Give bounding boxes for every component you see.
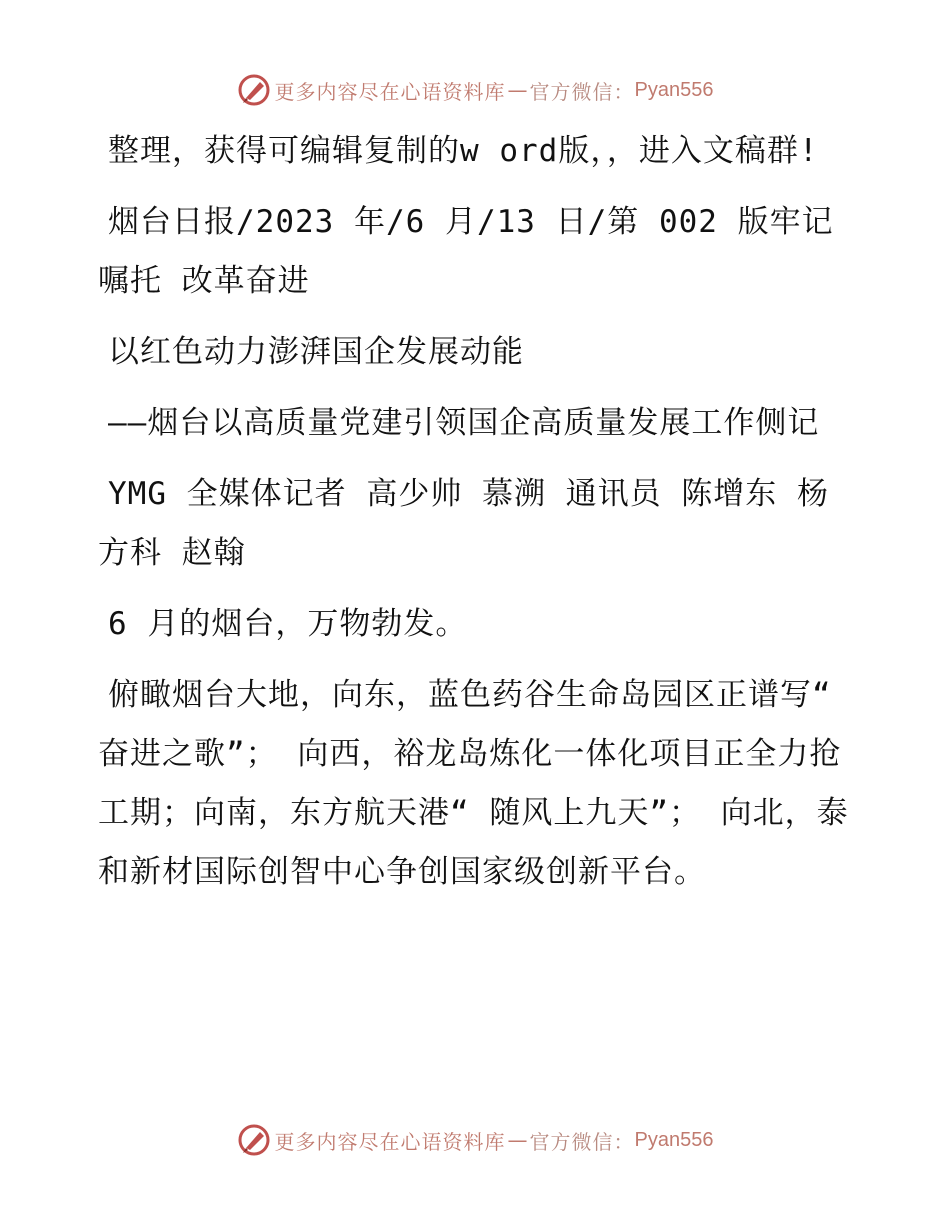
wechat-label: 官方微信： [529,1129,635,1154]
banner-separator: — [507,78,528,102]
banner-separator: — [507,1128,528,1152]
header-watermark [0,72,950,108]
paragraph-source: 烟台日报/2023 年/6 月/13 日/第 002 版牢记嘱托 改革奋进 [98,204,834,299]
banner-text: 更多内容尽在心语资料库 [274,79,506,104]
wechat-id: Pyan556 [634,78,714,101]
article-subtitle: ——烟台以高质量党建引领国企高质量发展工作侧记 [108,405,820,441]
pen-logo-icon [237,1123,271,1157]
article-title: 以红色动力澎湃国企发展动能 [108,334,524,370]
banner-text: 更多内容尽在心语资料库 [274,1129,506,1154]
article-byline: YMG 全媒体记者 高少帅 慕溯 通讯员 陈增东 杨方科 赵翰 [98,476,829,571]
footer-watermark [0,1122,950,1158]
wechat-label: 官方微信： [529,79,635,104]
paragraph-lead: 6 月的烟台，万物勃发。 [108,606,468,642]
document-body [98,122,858,902]
paragraph-intro: 整理，获得可编辑复制的w ord版，，进入文稿群! [108,133,819,169]
pen-logo-icon [237,73,271,107]
paragraph-body: 俯瞰烟台大地，向东，蓝色药谷生命岛园区正谱写“ 奋进之歌”； 向西，裕龙岛炼化一体化项目正全力抢工期；向南，东方航天港“ 随风上九天”； 向北，泰和新材国际创智中心争创国家级创新平台。 [98,677,849,890]
wechat-id: Pyan556 [634,1128,714,1151]
